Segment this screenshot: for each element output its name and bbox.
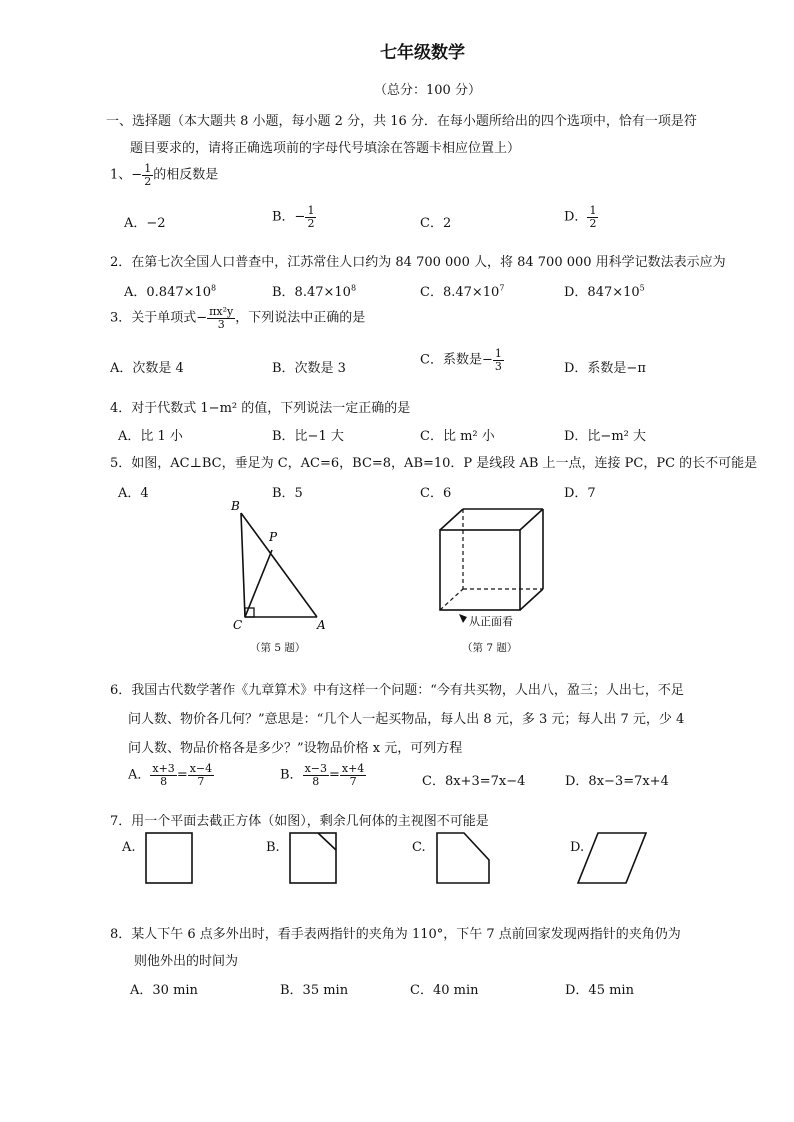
cube-edge bbox=[520, 509, 543, 530]
fraction bbox=[142, 163, 153, 187]
question-6-line1: 6．我国古代数学著作《九章算术》中有这样一个问题：“今有共买物，人出八，盈三；人出七，不足 bbox=[110, 683, 684, 698]
question-number: 1、 bbox=[110, 167, 132, 183]
cube-edge bbox=[440, 509, 463, 530]
segment-ab bbox=[241, 513, 317, 617]
fraction-numerator: πx²y bbox=[209, 305, 234, 318]
exponent: 8 bbox=[211, 283, 217, 293]
exponent: 5 bbox=[639, 283, 645, 293]
fraction bbox=[207, 306, 235, 330]
q4-option-a[interactable]: A．比 1 小 bbox=[118, 429, 183, 444]
fraction-numerator: 1 bbox=[307, 204, 315, 217]
question-6-line3: 问人数、物品价格各是多少？”设物品价格 x 元，可列方程 bbox=[128, 741, 463, 756]
q1-option-c[interactable]: C．2 bbox=[420, 216, 452, 231]
option-label: B．− bbox=[272, 209, 306, 225]
section-instructions-line1: 一、选择题（本大题共 8 小题，每小题 2 分，共 16 分．在每小题所给出的四个选项中，恰有一项是符 bbox=[106, 114, 697, 129]
q5-option-b[interactable]: B．5 bbox=[272, 486, 303, 501]
option-text: A．0.847×10 bbox=[124, 285, 212, 300]
question-prefix: 3．关于单项式− bbox=[110, 310, 208, 326]
q6-option-a[interactable] bbox=[128, 763, 214, 787]
option-label: B． bbox=[280, 767, 303, 783]
fraction-denominator: 7 bbox=[349, 774, 357, 788]
equals-sign: = bbox=[176, 767, 188, 783]
fraction-numerator: x+3 bbox=[152, 762, 175, 775]
question-8-line1: 8．某人下午 6 点多外出时，看手表两指针的夹角为 110°，下午 7 点前回家发现两指针的夹角仍为 bbox=[110, 927, 681, 942]
equals-sign: = bbox=[328, 767, 340, 783]
fraction-denominator: 2 bbox=[307, 216, 315, 230]
total-score: （总分：100 分） bbox=[374, 83, 481, 98]
fraction-numerator: 1 bbox=[494, 347, 502, 360]
question-text: ，下列说法中正确的是 bbox=[235, 310, 366, 326]
option-label: C．系数是− bbox=[420, 352, 493, 368]
q7-option-d[interactable]: D. bbox=[570, 840, 585, 855]
q7-figure-a-square bbox=[144, 830, 196, 886]
q7-figure-c-trapezoid bbox=[434, 830, 494, 886]
q8-option-d[interactable]: D．45 min bbox=[565, 983, 634, 998]
cube-hidden-edge bbox=[440, 589, 463, 610]
segment-bc bbox=[241, 513, 245, 617]
q7-option-c[interactable]: C. bbox=[412, 840, 426, 855]
q8-option-c[interactable]: C．40 min bbox=[410, 983, 479, 998]
q2-option-a[interactable] bbox=[124, 281, 216, 300]
q7-figure-b-square-with-diagonal bbox=[288, 830, 340, 886]
fraction-denominator: 3 bbox=[494, 359, 502, 373]
question-3 bbox=[110, 306, 365, 330]
question-1 bbox=[110, 163, 218, 187]
q6-option-c[interactable]: C．8x+3=7x−4 bbox=[422, 774, 526, 789]
fraction bbox=[303, 763, 329, 787]
q7-figure-d-parallelogram bbox=[576, 830, 648, 886]
q7-option-a[interactable]: A. bbox=[122, 840, 136, 855]
fraction-numerator: 1 bbox=[589, 204, 597, 217]
figure-5-triangle bbox=[225, 495, 335, 635]
q1-option-b[interactable] bbox=[272, 205, 316, 229]
fraction bbox=[587, 205, 598, 229]
figure-7-cube bbox=[435, 505, 565, 630]
q5-option-a[interactable]: A．4 bbox=[118, 486, 149, 501]
option-text: C．8.47×10 bbox=[420, 285, 500, 300]
question-4: 4．对于代数式 1−m² 的值，下列说法一定正确的是 bbox=[110, 401, 411, 416]
shape-outline bbox=[578, 833, 646, 883]
cut-line bbox=[318, 833, 336, 850]
label-a: A bbox=[317, 618, 326, 632]
minus-sign: − bbox=[131, 167, 143, 183]
fraction bbox=[305, 205, 316, 229]
label-p: P bbox=[269, 530, 278, 544]
q8-option-a[interactable]: A．30 min bbox=[130, 983, 198, 998]
question-text: 的相反数是 bbox=[153, 167, 219, 183]
fraction-numerator: x−4 bbox=[189, 762, 213, 775]
option-label: A． bbox=[128, 767, 151, 783]
figure-5-caption: （第 5 题） bbox=[250, 642, 306, 654]
option-text: D．847×10 bbox=[564, 285, 640, 300]
shape-outline bbox=[437, 833, 489, 883]
label-c: C bbox=[233, 618, 243, 632]
q3-option-d[interactable]: D．系数是−π bbox=[564, 361, 646, 376]
q8-option-b[interactable]: B．35 min bbox=[280, 983, 349, 998]
fraction bbox=[150, 763, 176, 787]
q5-option-d[interactable]: D．7 bbox=[564, 486, 596, 501]
fraction bbox=[188, 763, 214, 787]
q3-option-b[interactable]: B．次数是 3 bbox=[272, 361, 346, 376]
fraction-denominator: 2 bbox=[144, 174, 152, 188]
question-7: 7．用一个平面去截正方体（如图），剩余几何体的主视图不可能是 bbox=[110, 814, 489, 829]
segment-pc bbox=[245, 550, 272, 617]
fraction bbox=[493, 348, 504, 372]
q6-option-b[interactable] bbox=[280, 763, 366, 787]
fraction bbox=[340, 763, 366, 787]
fraction-numerator: 1 bbox=[144, 162, 152, 175]
q7-option-b[interactable]: B. bbox=[266, 840, 280, 855]
fraction-numerator: x−3 bbox=[304, 762, 327, 775]
q4-option-b[interactable]: B．比−1 大 bbox=[272, 429, 344, 444]
shape-outline bbox=[290, 833, 336, 883]
q6-option-d[interactable]: D．8x−3=7x+4 bbox=[565, 774, 669, 789]
fraction-numerator: x+4 bbox=[341, 762, 365, 775]
fraction-denominator: 3 bbox=[217, 317, 225, 331]
page-title: 七年级数学 bbox=[380, 43, 465, 63]
option-text: B．8.47×10 bbox=[272, 285, 351, 300]
q1-option-a[interactable]: A．−2 bbox=[124, 216, 166, 231]
fraction-denominator: 2 bbox=[589, 216, 597, 230]
q5-option-c[interactable]: C．6 bbox=[420, 486, 452, 501]
fraction-denominator: 7 bbox=[197, 774, 205, 788]
exponent: 7 bbox=[499, 283, 505, 293]
q3-option-c[interactable] bbox=[420, 348, 504, 372]
q4-option-d[interactable]: D．比−m² 大 bbox=[564, 429, 646, 444]
question-6-line2: 问人数、物价各几何？”意思是：“几个人一起买物品，每人出 8 元，多 3 元；每人出 7 元，少 4 bbox=[128, 712, 685, 727]
section-instructions-line2: 题目要求的，请将正确选项前的字母代号填涂在答题卡相应位置上） bbox=[130, 141, 521, 156]
label-b: B bbox=[231, 499, 240, 513]
question-5: 5．如图，AC⊥BC，垂足为 C，AC=6，BC=8，AB=10．P 是线段 AB 上一点，连接 PC，PC 的长不可能是 bbox=[110, 456, 758, 471]
q4-option-c[interactable]: C．比 m² 小 bbox=[420, 429, 495, 444]
fraction-denominator: 8 bbox=[160, 774, 168, 788]
q2-option-d[interactable] bbox=[564, 281, 645, 300]
cube-edge bbox=[520, 589, 543, 610]
q1-option-d[interactable] bbox=[564, 205, 598, 229]
arrow-icon bbox=[459, 614, 467, 623]
option-label: D． bbox=[564, 209, 588, 225]
front-view-label: 从正面看 bbox=[469, 615, 513, 628]
shape-outline bbox=[146, 833, 192, 883]
figure-7-caption: （第 7 题） bbox=[462, 642, 518, 654]
q2-option-b[interactable] bbox=[272, 281, 356, 300]
question-8-line2: 则他外出的时间为 bbox=[134, 954, 239, 969]
q2-option-c[interactable] bbox=[420, 281, 504, 300]
fraction-denominator: 8 bbox=[312, 774, 320, 788]
exponent: 8 bbox=[350, 283, 357, 293]
q3-option-a[interactable]: A．次数是 4 bbox=[110, 361, 184, 376]
cube-front-face bbox=[440, 530, 520, 610]
question-2: 2．在第七次全国人口普查中，江苏常住人口约为 84 700 000 人，将 84 700 000 用科学记数法表示应为 bbox=[110, 255, 726, 270]
